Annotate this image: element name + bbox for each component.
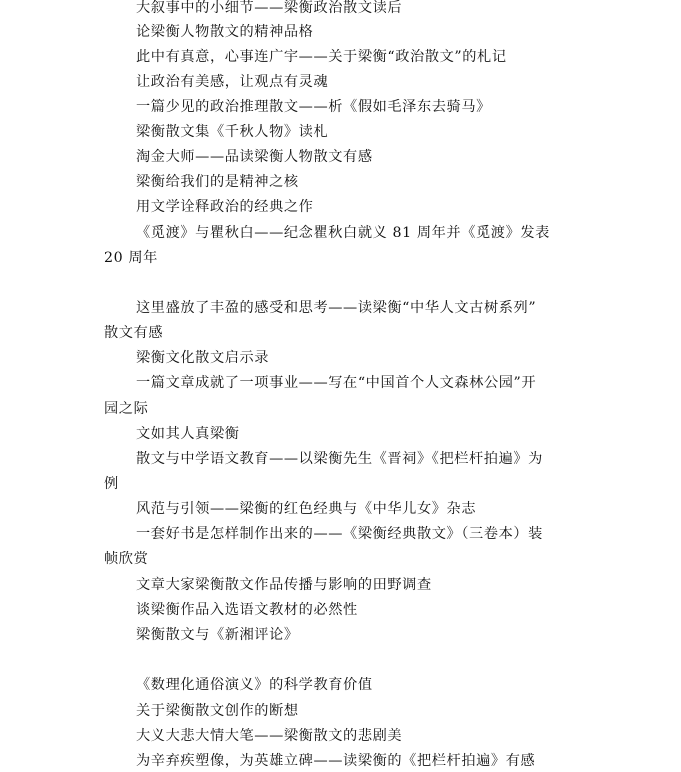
toc-entry-11-continued: 散文有感 [104, 325, 164, 341]
toc-entry-1: 大叙事中的小细节——梁衡政治散文读后 [136, 0, 403, 16]
toc-entry-4: 让政治有美感，让观点有灵魂 [136, 74, 329, 90]
toc-entry-21: 《数理化通俗演义》的科学教育价值 [136, 677, 373, 693]
toc-entry-16: 风范与引领——梁衡的红色经典与《中华儿女》杂志 [136, 501, 477, 517]
toc-entry-17-continued: 帧欣赏 [104, 551, 149, 567]
toc-entry-12: 梁衡文化散文启示录 [136, 350, 270, 366]
toc-entry-6: 梁衡散文集《千秋人物》读札 [136, 124, 329, 140]
toc-entry-18: 文章大家梁衡散文作品传播与影响的田野调查 [136, 577, 432, 593]
toc-entry-17: 一套好书是怎样制作出来的——《梁衡经典散文》（三卷本）装 [136, 526, 543, 542]
toc-entry-11: 这里盛放了丰盈的感受和思考——读梁衡“中华人文古树系列” [136, 300, 537, 316]
toc-entry-13-continued: 园之际 [104, 401, 149, 417]
toc-entry-20: 梁衡散文与《新湘评论》 [136, 627, 299, 643]
toc-entry-15-continued: 例 [104, 476, 119, 492]
toc-entry-10-continued: 20 周年 [104, 250, 158, 266]
toc-entry-14: 文如其人真梁衡 [136, 426, 240, 442]
toc-entry-3: 此中有真意，心事连广宇——关于梁衡“政治散文”的札记 [136, 49, 507, 65]
toc-entry-9: 用文学诠释政治的经典之作 [136, 199, 314, 215]
toc-entry-8: 梁衡给我们的是精神之核 [136, 174, 299, 190]
toc-entry-24: 为辛弃疾塑像，为英雄立碑——读梁衡的《把栏杆拍遍》有感 [136, 753, 536, 769]
toc-entry-23: 大义大悲大情大笔——梁衡散文的悲剧美 [136, 728, 403, 744]
toc-entry-15: 散文与中学语文教育——以梁衡先生《晋祠》《把栏杆拍遍》为 [136, 451, 543, 467]
toc-entry-5: 一篇少见的政治推理散文——析《假如毛泽东去骑马》 [136, 99, 491, 115]
toc-entry-10: 《觅渡》与瞿秋白——纪念瞿秋白就义 81 周年并《觅渡》发表 [136, 225, 550, 241]
toc-entry-13: 一篇文章成就了一项事业——写在“中国首个人文森林公园”开 [136, 375, 537, 391]
toc-entry-2: 论梁衡人物散文的精神品格 [136, 24, 314, 40]
toc-entry-22: 关于梁衡散文创作的断想 [136, 703, 299, 719]
toc-entry-7: 淘金大师——品读梁衡人物散文有感 [136, 149, 373, 165]
toc-entry-19: 谈梁衡作品入选语文教材的必然性 [136, 602, 358, 618]
